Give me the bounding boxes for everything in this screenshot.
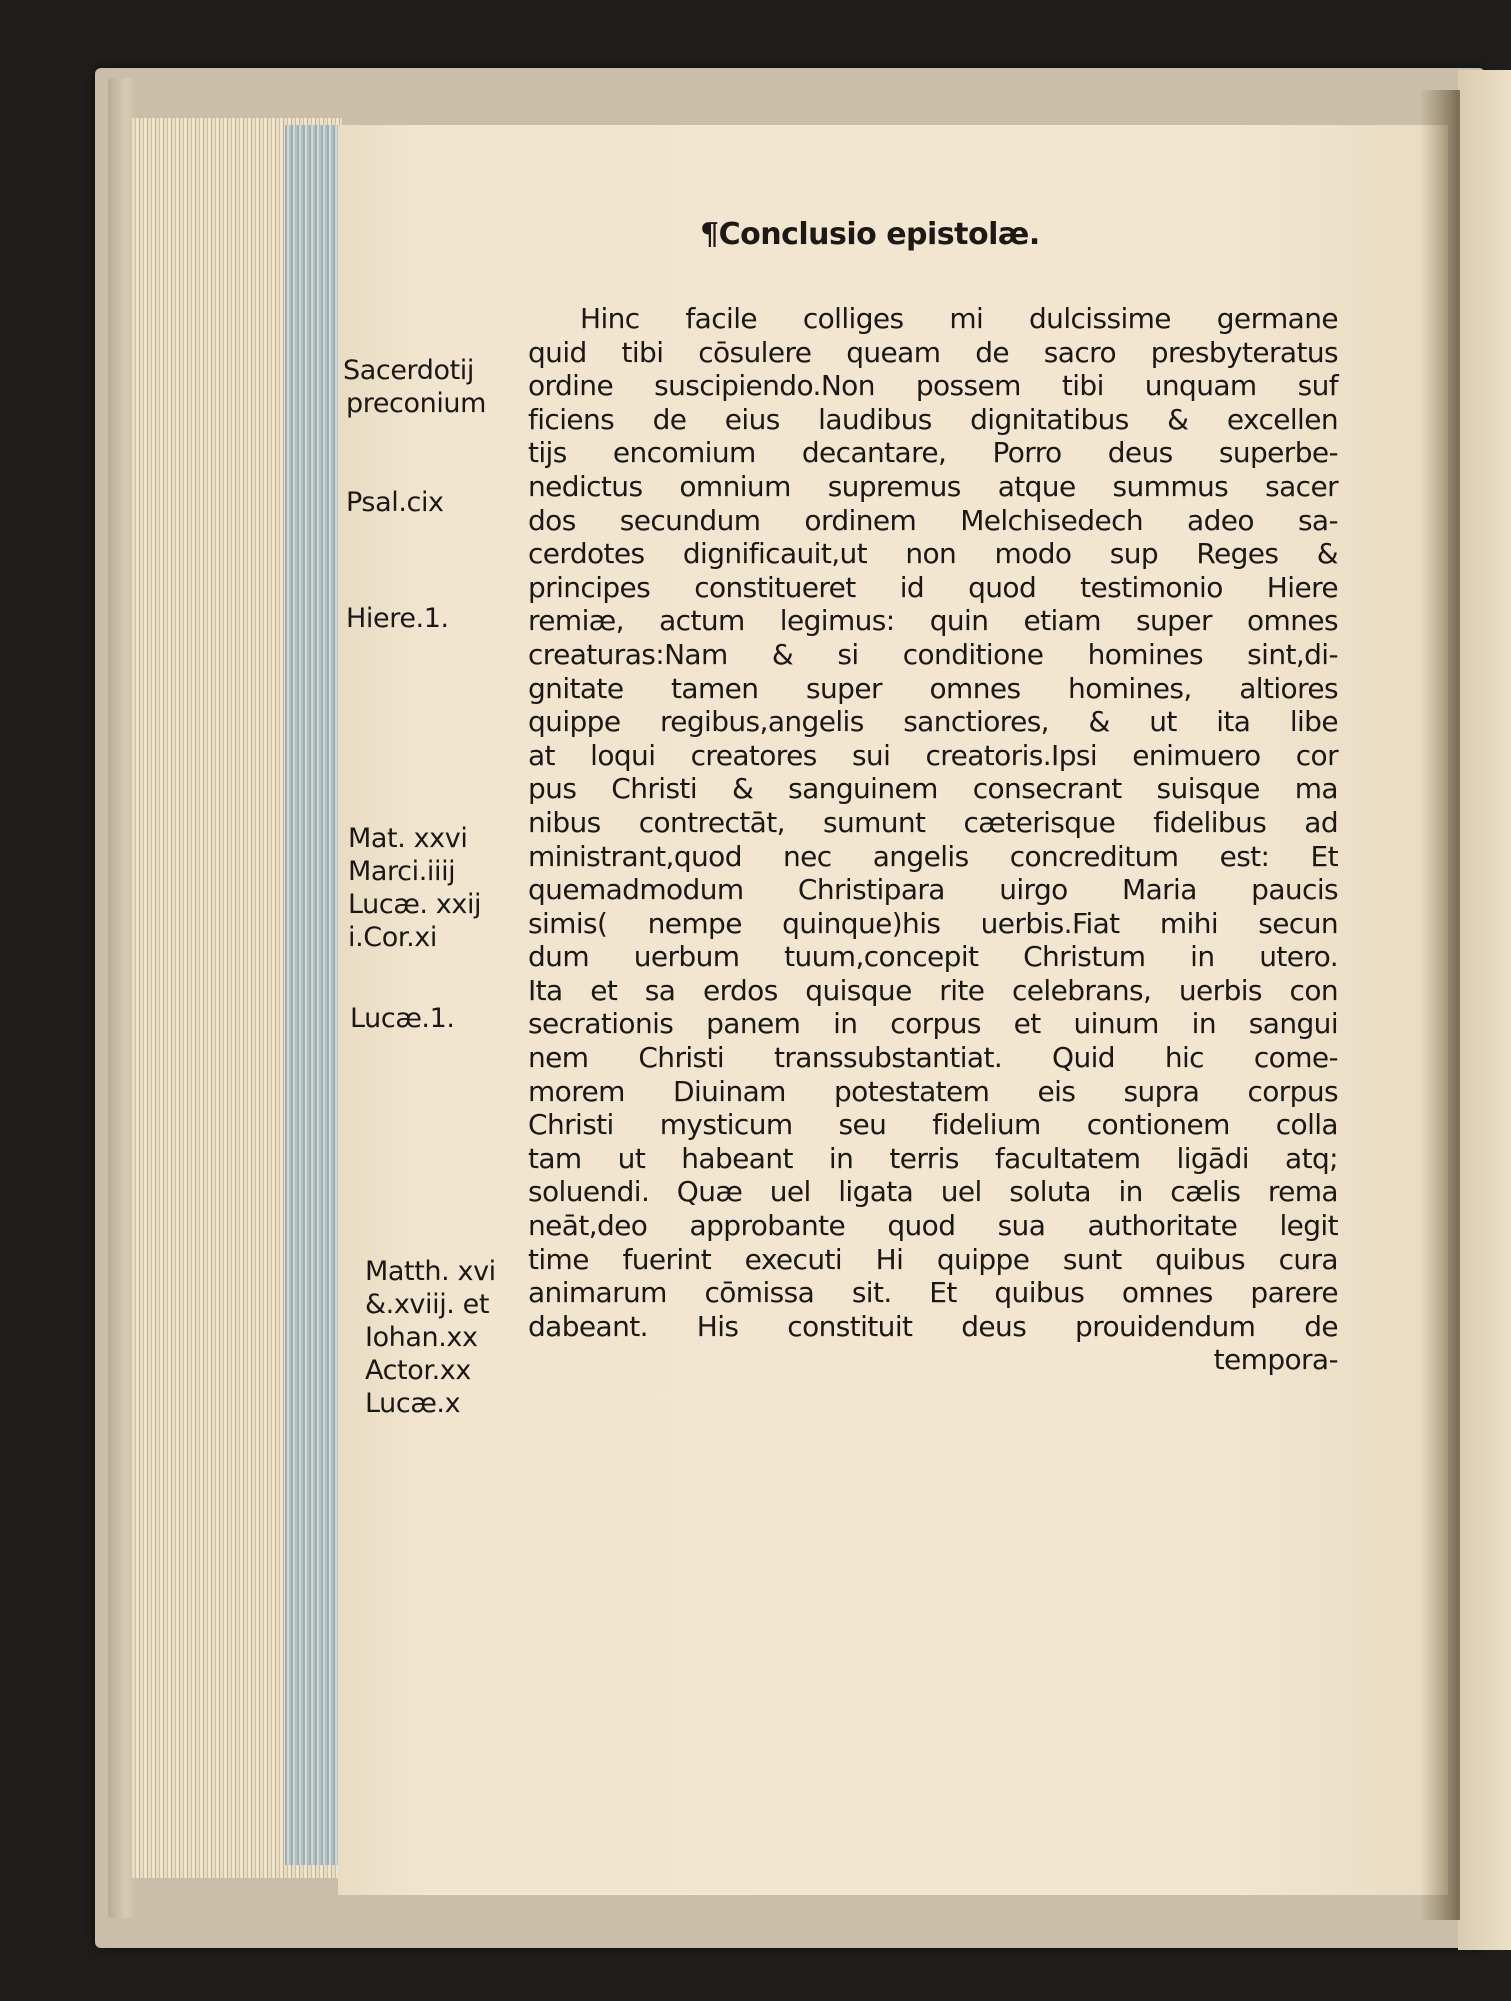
facing-page-edge xyxy=(1458,70,1511,1950)
body-line: creaturas:Nam & si conditione homines sint,di- xyxy=(528,637,1338,671)
margin-note: preconium xyxy=(346,388,487,419)
body-line: time fuerint executi Hi quippe sunt quibus cura xyxy=(528,1242,1338,1276)
body-line: nibus contrectāt, sumunt cæterisque fidelibus ad xyxy=(528,805,1338,839)
body-line: principes constitueret id quod testimonio Hiere xyxy=(528,570,1338,604)
body-line: ficiens de eius laudibus dignitatibus & excellen xyxy=(528,402,1338,436)
body-line: morem Diuinam potestatem eis supra corpus xyxy=(528,1074,1338,1108)
body-line: ordine suscipiendo.Non possem tibi unquam suf xyxy=(528,369,1338,403)
body-line: Christi mysticum seu fidelium contionem colla xyxy=(528,1108,1338,1142)
body-line: ministrant,quod nec angelis concreditum est: Et xyxy=(528,839,1338,873)
body-text xyxy=(528,302,1338,1377)
page-edges-tinted xyxy=(285,125,340,1865)
body-line: cerdotes dignificauit,ut non modo sup Reges & xyxy=(528,537,1338,571)
catchword: tempora- xyxy=(1213,1343,1338,1377)
margin-note: Sacerdotij xyxy=(343,355,475,386)
body-line: pus Christi & sanguinem consecrant suisque ma xyxy=(528,772,1338,806)
margin-note: Matth. xvi xyxy=(365,1256,496,1287)
body-line: quemadmodum Christipara uirgo Maria paucis xyxy=(528,873,1338,907)
body-line: nem Christi transsubstantiat. Quid hic come- xyxy=(528,1041,1338,1075)
body-line: tam ut habeant in terris facultatem ligādi atq; xyxy=(528,1141,1338,1175)
pilcrow-mark: ¶ xyxy=(700,217,719,252)
body-line: gnitate tamen super omnes homines, altiores xyxy=(528,671,1338,705)
body-line: quippe regibus,angelis sanctiores, & ut ita libe xyxy=(528,705,1338,739)
heading-text: Conclusio epistolæ. xyxy=(718,217,1040,252)
gutter-shadow xyxy=(1420,90,1460,1920)
body-line: dabeant. His constituit deus prouidendum de xyxy=(528,1309,1338,1343)
body-line: at loqui creatores sui creatoris.Ipsi enimuero cor xyxy=(528,738,1338,772)
body-line: secrationis panem in corpus et uinum in sangui xyxy=(528,1007,1338,1041)
margin-note: Mat. xxvi xyxy=(348,823,468,854)
body-line: simis( nempe quinque)his uerbis.Fiat mihi secun xyxy=(528,906,1338,940)
margin-note: Hiere.1. xyxy=(346,603,449,634)
margin-note: &.xviij. et xyxy=(365,1289,490,1320)
margin-note: Lucæ.1. xyxy=(350,1003,455,1034)
body-line: neāt,deo approbante quod sua authoritate legit xyxy=(528,1209,1338,1243)
body-line: soluendi. Quæ uel ligata uel soluta in cælis rema xyxy=(528,1175,1338,1209)
margin-note: Lucæ.x xyxy=(365,1388,461,1419)
body-line: dos secundum ordinem Melchisedech adeo sa- xyxy=(528,503,1338,537)
body-line: animarum cōmissa sit. Et quibus omnes parere xyxy=(528,1276,1338,1310)
page-heading xyxy=(700,217,1040,252)
margin-note: Lucæ. xxij xyxy=(348,889,482,920)
body-line: quid tibi cōsulere queam de sacro presbyteratus xyxy=(528,335,1338,369)
margin-note: Iohan.xx xyxy=(365,1322,478,1353)
body-line: tijs encomium decantare, Porro deus superbe- xyxy=(528,436,1338,470)
body-line: remiæ, actum legimus: quin etiam super omnes xyxy=(528,604,1338,638)
margin-note: Actor.xx xyxy=(365,1355,471,1386)
body-line: Hinc facile colliges mi dulcissime germane xyxy=(580,302,1338,335)
margin-note: Marci.iiij xyxy=(348,856,456,887)
body-line: Ita et sa erdos quisque rite celebrans, uerbis con xyxy=(528,973,1338,1007)
margin-note: Psal.cix xyxy=(346,487,444,518)
margin-note: i.Cor.xi xyxy=(348,922,437,953)
body-line: nedictus omnium supremus atque summus sacer xyxy=(528,469,1338,503)
body-line: dum uerbum tuum,concepit Christum in utero. xyxy=(528,940,1338,974)
